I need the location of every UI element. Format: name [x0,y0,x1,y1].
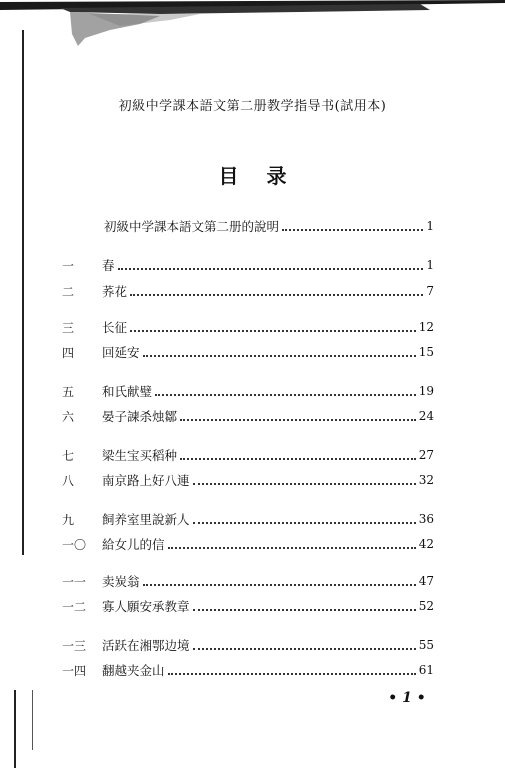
toc-entry-number: 八 [62,473,75,488]
toc-entry-title: 长征 [102,320,128,335]
toc-leader-dots [143,353,416,357]
toc-entry-number: 二 [62,284,75,299]
toc-leader-dots [168,545,416,549]
toc-entry-page: 12 [418,320,434,334]
scan-margin-line-bottom-inner [32,690,33,750]
toc-entry [62,283,434,299]
toc-entry [62,662,434,678]
toc-entry-page: 32 [418,473,434,487]
page-number: • 1 • [388,690,426,706]
toc-entry-page: 19 [418,384,434,398]
toc-entry [62,383,434,399]
toc-entry-page: 55 [418,638,434,652]
toc-leader-dots [180,417,416,421]
scan-margin-line-bottom [14,690,16,768]
toc-entry-number: 九 [62,512,75,527]
toc-entry [62,344,434,360]
toc-entry-title: 翻越夹金山 [102,663,165,678]
toc-entry-title: 梁生宝买稻种 [102,448,178,463]
toc-entry-title: 南京路上好八連 [102,473,190,488]
toc-entry-page: 15 [418,345,434,359]
toc-entry-page: 24 [418,409,434,423]
toc-entry [62,408,434,424]
toc-leader-dots [193,520,416,524]
scan-edge-artifact [0,0,505,52]
toc-entry-page: 36 [418,512,434,526]
toc-entry-title: 春 [102,258,115,273]
toc-leader-dots [168,671,416,675]
toc-entry-title: 回延安 [102,345,140,360]
toc-entry [62,637,434,653]
toc-leader-dots [143,582,416,586]
toc-entry [62,472,434,488]
toc-entry-page: 1 [426,219,434,233]
toc-leader-dots [180,456,416,460]
toc-entry-number: 一〇 [62,537,87,552]
toc-heading-char-1: 目 [218,164,239,188]
toc-entry-title: 飼养室里說新人 [102,512,190,527]
toc-entry-title: 寡人願安承教章 [102,599,190,614]
toc-entry-title: 活跃在湘鄂边境 [102,638,190,653]
toc-leader-dots [193,481,416,485]
toc-entry-number: 七 [62,448,75,463]
toc-entry-number: 五 [62,384,75,399]
toc-entry [62,511,434,527]
toc-entry [62,536,434,552]
toc-heading-char-2: 录 [266,164,287,188]
toc-leader-dots [193,646,416,650]
toc-entry-page: 1 [426,258,434,272]
toc-heading [0,160,505,189]
toc-entry-number: 一 [62,258,75,273]
toc-entry-title: 晏子諫杀烛鄒 [102,409,178,424]
toc-entry-number: 三 [62,320,75,335]
toc-entry-number: 六 [62,409,75,424]
toc-entry-number: 一四 [62,663,87,678]
book-title: 初級中学課本語文第二册教学指导书(試用本) [118,99,387,114]
toc-entry [62,257,434,273]
toc-entry-page: 42 [418,537,434,551]
toc-entry-page: 52 [418,599,434,613]
toc-entry-title: 荞花 [102,284,128,299]
toc-entry-title: 和氏献璧 [102,384,153,399]
toc-leader-dots [118,266,424,270]
toc-leader-dots [130,328,416,332]
toc-leader-dots [193,607,416,611]
toc-entry-page: 27 [418,448,434,462]
toc-leader-dots [282,227,423,231]
toc-entry [62,447,434,463]
toc-entry-intro [104,218,434,234]
toc-entry-title: 給女儿的信 [102,537,165,552]
toc-entry-page: 47 [418,574,434,588]
toc-leader-dots [130,292,423,296]
toc-entry [62,598,434,614]
toc-entry [62,573,434,589]
toc-leader-dots [155,392,416,396]
toc-entry-page: 61 [418,663,434,677]
toc-entry-number: 四 [62,345,75,360]
toc-entry-number: 一二 [62,599,87,614]
toc-entry-title: 初級中学課本語文第二册的說明 [104,219,280,234]
toc-entry-number: 一三 [62,638,87,653]
toc-entry-number: 一一 [62,574,87,589]
toc-entry-title: 卖炭翁 [102,574,140,589]
toc-entry [62,319,434,335]
toc-entry-page: 7 [426,284,434,298]
